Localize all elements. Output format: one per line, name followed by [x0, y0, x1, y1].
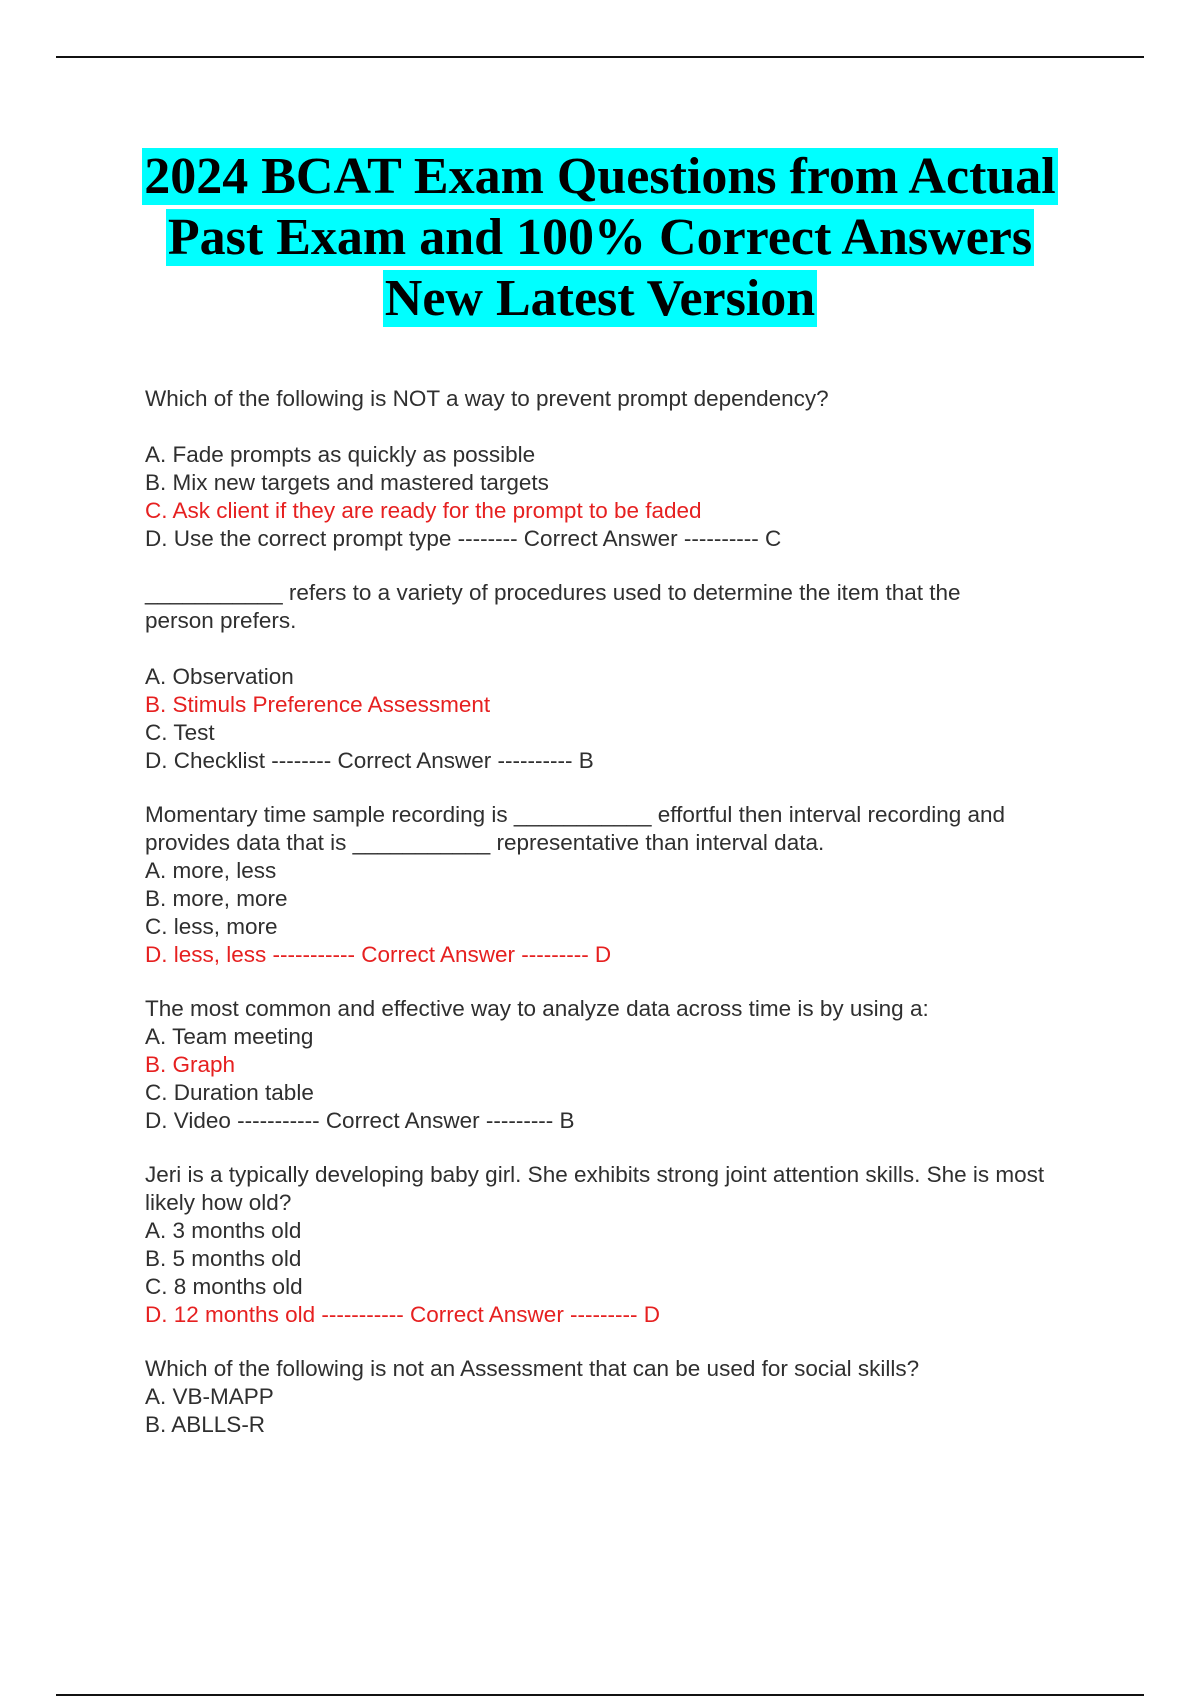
correct-answer-option: B. Stimuls Preference Assessment [145, 692, 491, 717]
answer-option: A. 3 months old [145, 1218, 302, 1243]
answer-key-line: D. Checklist -------- Correct Answer ---------- B [145, 748, 594, 773]
bottom-rule [56, 1694, 1144, 1696]
question-block [145, 1355, 1075, 1439]
answer-option: A. VB-MAPP [145, 1384, 274, 1409]
answer-key-line: D. Video ----------- Correct Answer --------- B [145, 1108, 575, 1133]
question-text: Momentary time sample recording is ___________ effortful then interval recording and provides data that is ___________ representative than interval data. [145, 802, 1006, 855]
question-list [145, 385, 1075, 1465]
top-rule [56, 56, 1144, 58]
answer-option: A. Observation [145, 664, 294, 689]
answer-option: B. more, more [145, 886, 288, 911]
answer-option: B. 5 months old [145, 1246, 302, 1271]
answer-option: C. less, more [145, 914, 278, 939]
answer-option: A. Team meeting [145, 1024, 314, 1049]
question-text: ___________ refers to a variety of procedures used to determine the item that the person prefers. [145, 580, 961, 633]
correct-answer-key-line: D. less, less ----------- Correct Answer --------- D [145, 942, 612, 967]
answer-option: A. more, less [145, 858, 277, 883]
question-block [145, 801, 1075, 969]
answer-option: B. ABLLS-R [145, 1412, 266, 1437]
answer-option: C. Duration table [145, 1080, 314, 1105]
question-block [145, 579, 1075, 775]
answer-option: B. Mix new targets and mastered targets [145, 470, 549, 495]
correct-answer-option: B. Graph [145, 1052, 236, 1077]
question-block [145, 1161, 1075, 1329]
question-block [145, 385, 1075, 553]
correct-answer-option: C. Ask client if they are ready for the prompt to be faded [145, 498, 702, 523]
title-line-2: Past Exam and 100% Correct Answers [167, 209, 1033, 266]
question-text: Which of the following is not an Assessment that can be used for social skills? [145, 1356, 920, 1381]
title-line-1: 2024 BCAT Exam Questions from Actual [144, 148, 1056, 205]
question-text: The most common and effective way to analyze data across time is by using a: [145, 996, 929, 1021]
answer-key-line: D. Use the correct prompt type -------- Correct Answer ---------- C [145, 526, 782, 551]
correct-answer-key-line: D. 12 months old ----------- Correct Answer --------- D [145, 1302, 660, 1327]
answer-option: C. Test [145, 720, 215, 745]
question-text: Jeri is a typically developing baby girl. She exhibits strong joint attention skills. She is most likely how old? [145, 1162, 1045, 1215]
answer-option: A. Fade prompts as quickly as possible [145, 442, 536, 467]
answer-option: C. 8 months old [145, 1274, 303, 1299]
question-block [145, 995, 1075, 1135]
question-text: Which of the following is NOT a way to prevent prompt dependency? [145, 386, 829, 411]
document-title [0, 146, 1200, 329]
title-line-3: New Latest Version [384, 270, 816, 327]
